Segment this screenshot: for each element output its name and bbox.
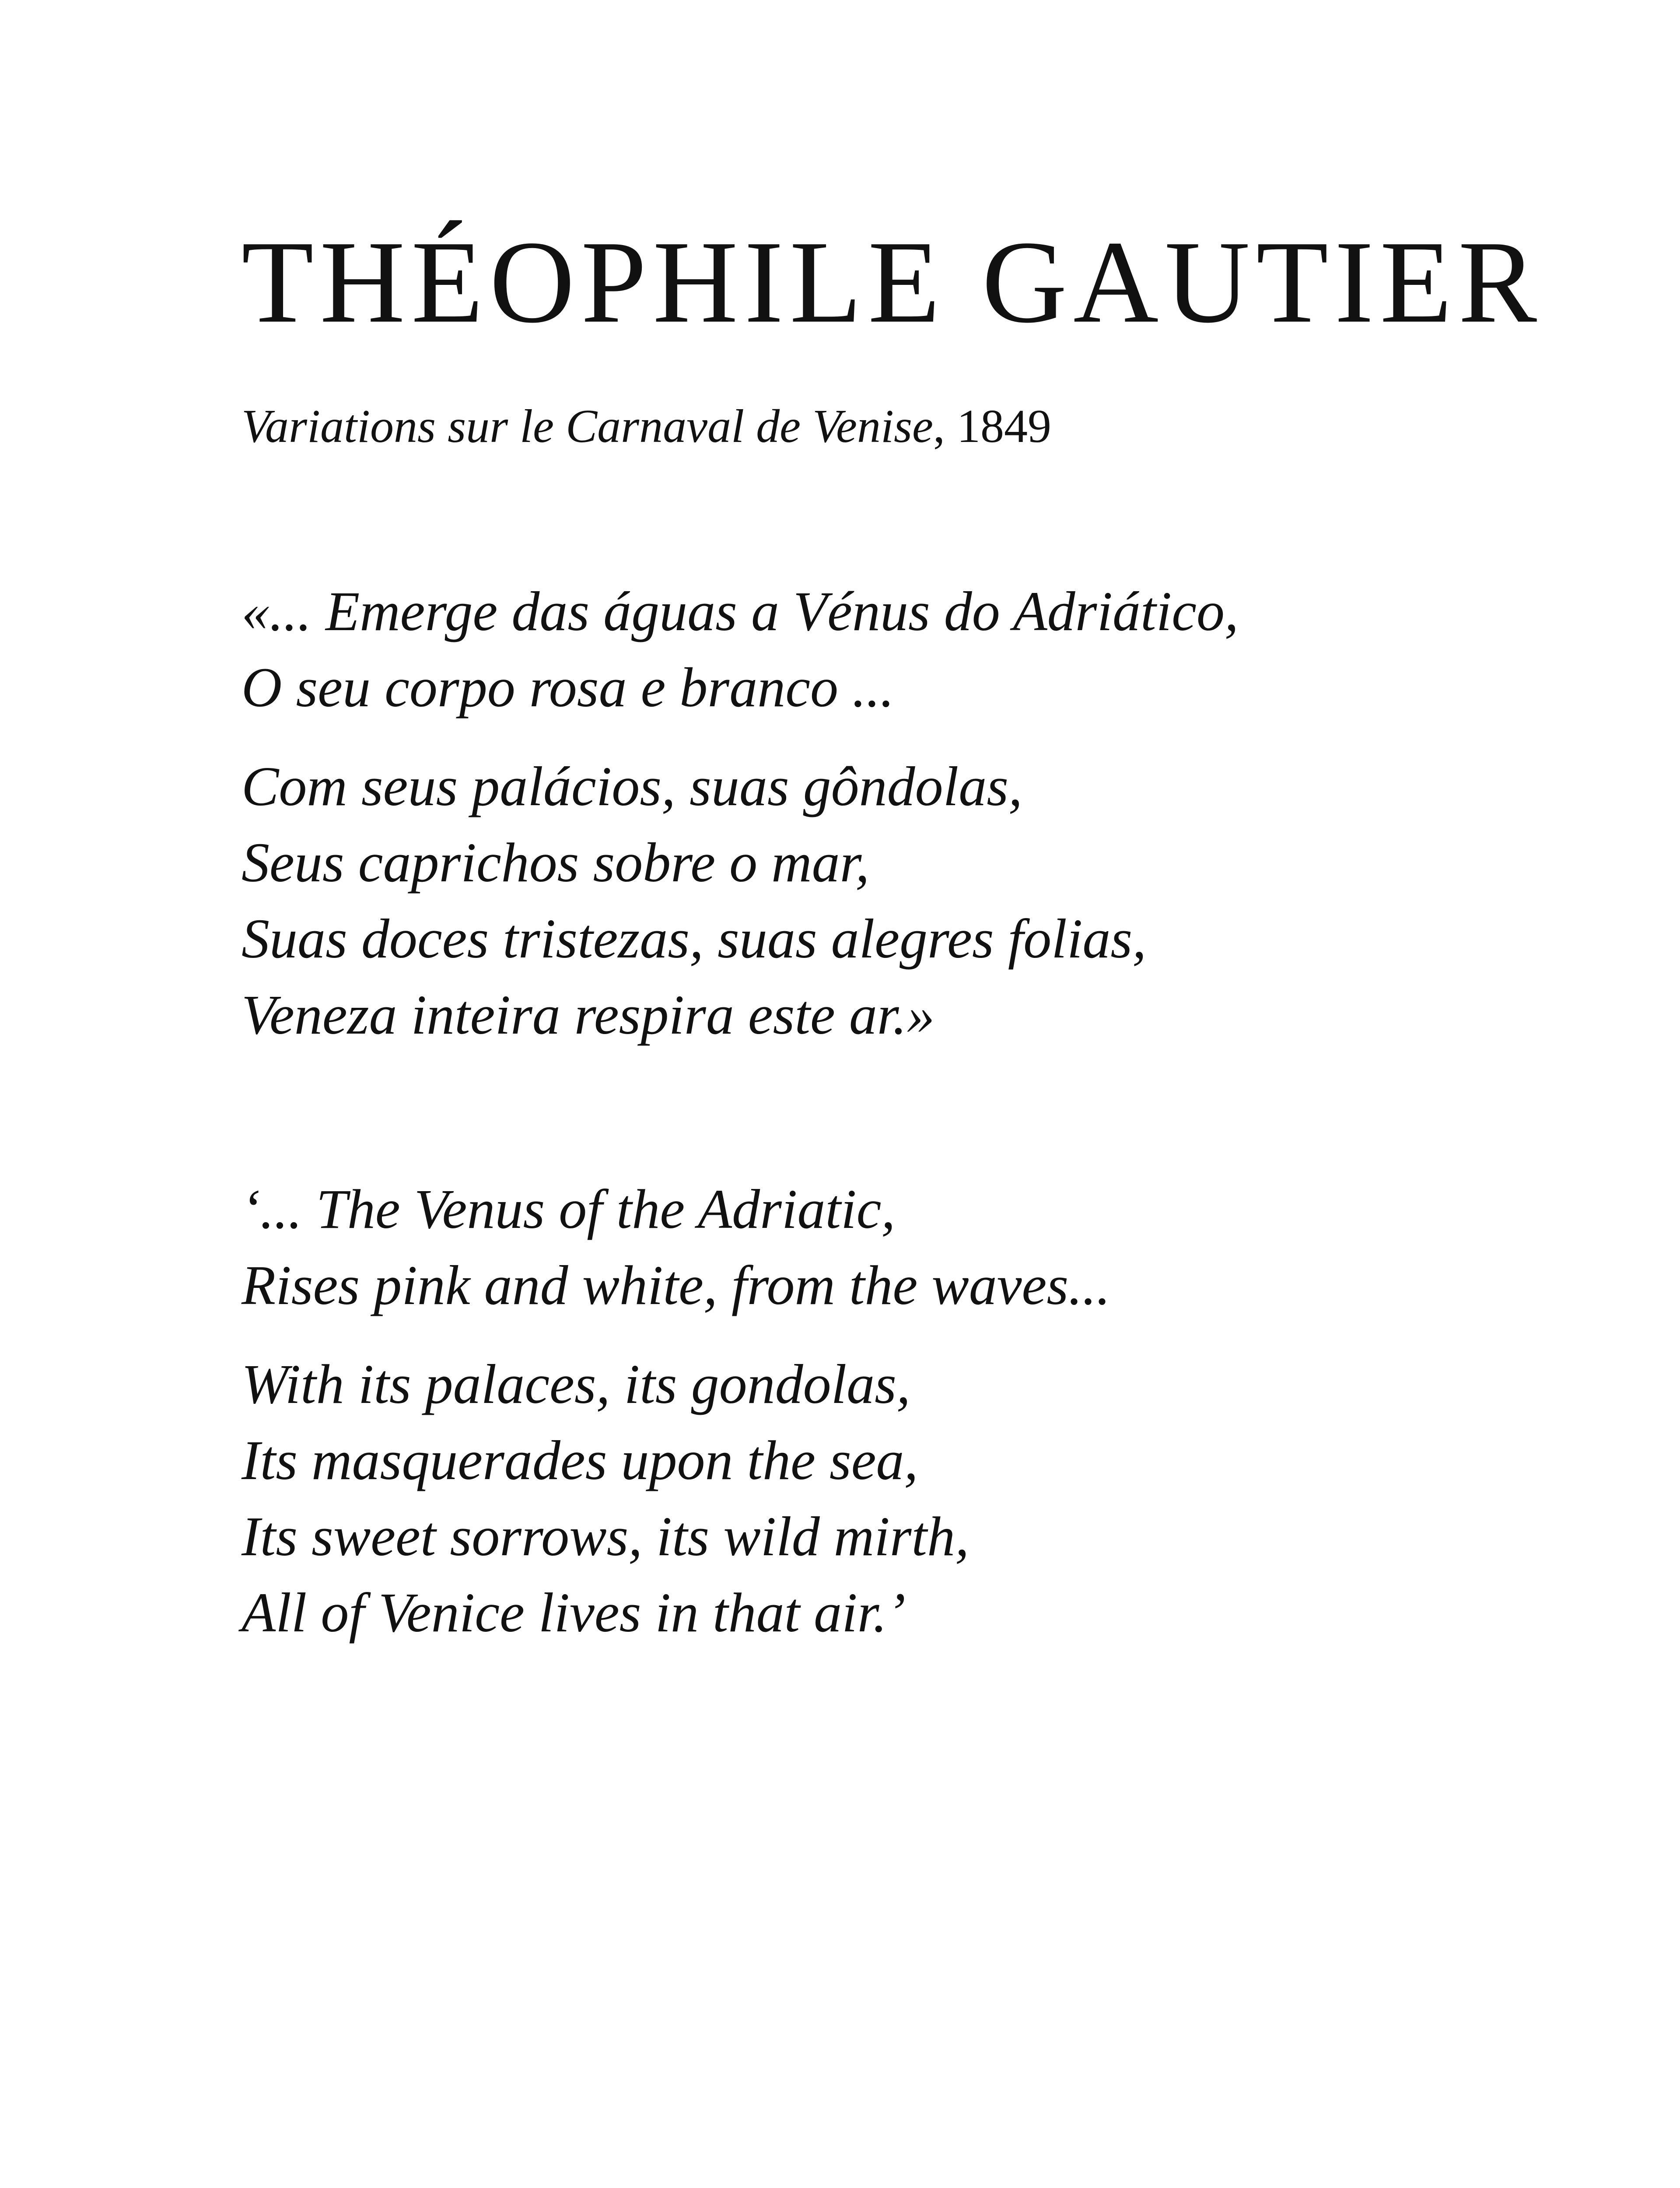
work-year: , 1849 [933,400,1051,452]
content-column [242,219,1554,1651]
poem-line: Com seus palácios, suas gôndolas, [242,755,1022,817]
poem-line: Rises pink and white, from the waves... [242,1254,1111,1316]
poem-line: Its sweet sorrows, its wild mirth, [242,1505,970,1567]
source-citation [242,398,1554,455]
poem-portuguese [242,573,1554,1053]
stanza [242,1346,1554,1651]
poem-line: Veneza inteira respira este ar.» [242,984,935,1046]
poem-line: Suas doces tristezas, suas alegres folias, [242,908,1147,970]
work-title: Variations sur le Carnaval de Venise [242,400,933,452]
poem-line: With its palaces, its gondolas, [242,1353,910,1415]
stanza [242,573,1554,726]
stanza [242,748,1554,1053]
poem-line: ‘... The Venus of the Adriatic, [242,1178,896,1240]
poem-line: All of Venice lives in that air.’ [242,1581,906,1644]
stanza [242,1171,1554,1323]
poem-line: O seu corpo rosa e branco ... [242,656,894,719]
author-heading: THÉOPHILE GAUTIER [242,217,1544,347]
poem-english [242,1171,1554,1651]
poem-line: Seus caprichos sobre o mar, [242,831,870,894]
poem-line: «... Emerge das águas a Vénus do Adriático, [242,580,1239,642]
poem-line: Its masquerades upon the sea, [242,1429,918,1491]
